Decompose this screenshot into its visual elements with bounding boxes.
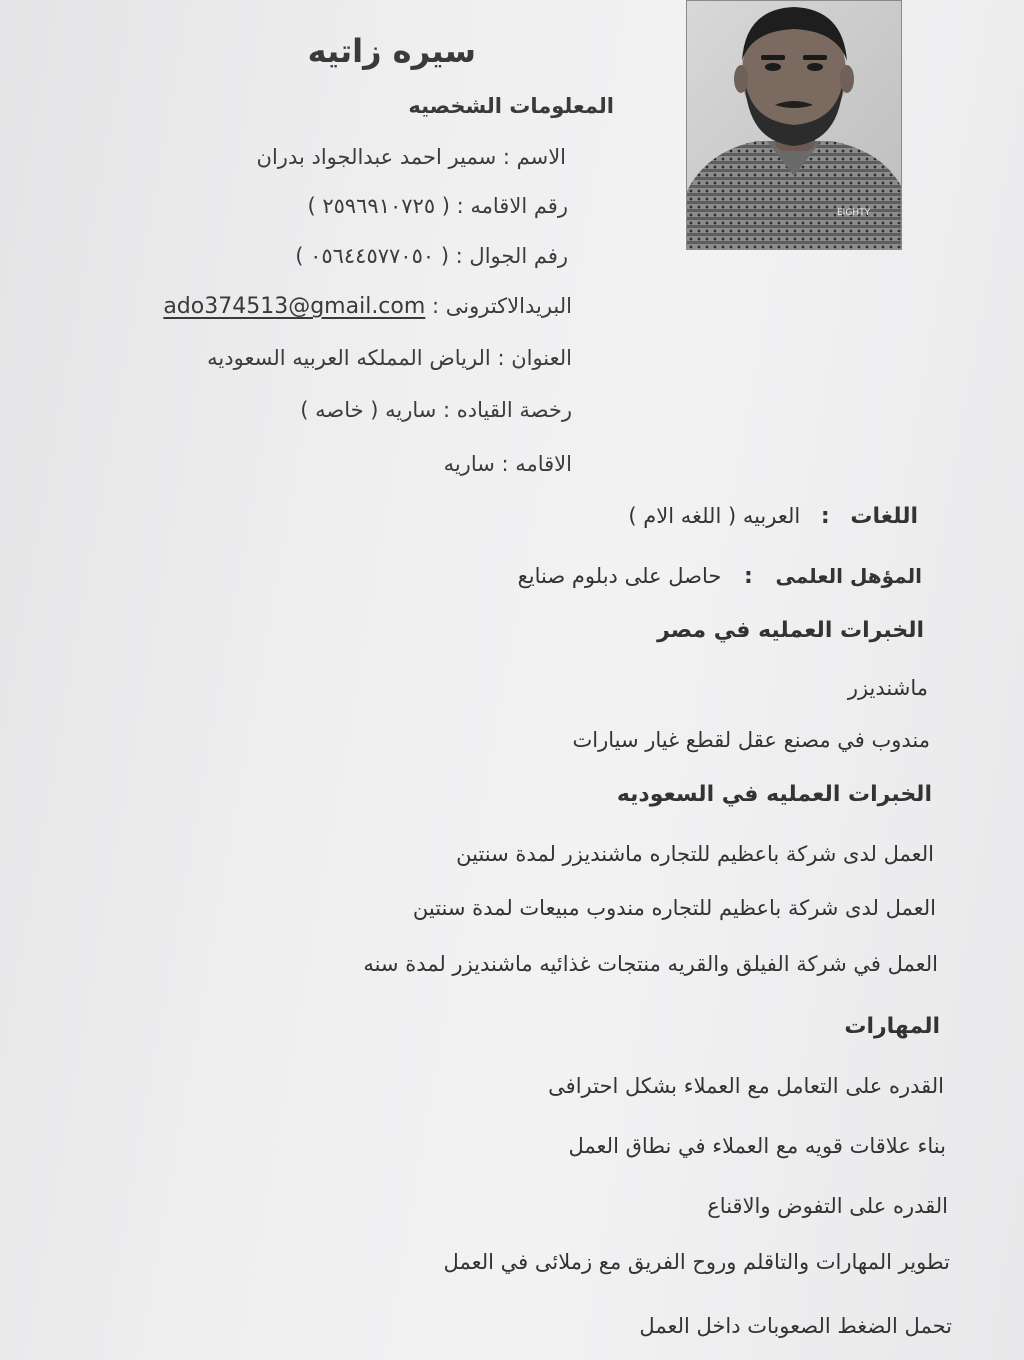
experience-saudi-item: العمل في شركة الفيلق والقريه منتجات غذائيه ماشنديزر لمدة سنه: [363, 952, 938, 976]
cv-title: سيره زاتيه: [307, 32, 476, 70]
experience-saudi-item: العمل لدى شركة باعظيم للتجاره ماشنديزر لمدة سنتين: [456, 842, 934, 866]
skills-item: تحمل الضغط الصعوبات داخل العمل: [639, 1314, 952, 1338]
skills-heading: المهارات: [844, 1014, 940, 1039]
languages-separator: :: [820, 504, 830, 529]
experience-saudi-item: العمل لدى شركة باعظيم للتجاره مندوب مبيعات لمدة سنتين: [412, 896, 936, 920]
email-label: البريدالاكترونى :: [432, 294, 572, 318]
residence-status-line: الاقامه : ساريه: [443, 452, 572, 476]
residence-number-line: رقم الاقامه : ( ٢٥٩٦٩١٠٧٢٥ ): [307, 194, 568, 218]
skills-item: بناء علاقات قويه مع العملاء في نطاق العمل: [568, 1134, 946, 1158]
experience-egypt-heading: الخبرات العمليه في مصر: [657, 618, 924, 643]
qualification-label: المؤهل العلمى: [775, 564, 922, 588]
email-line: [163, 294, 572, 319]
qualification-separator: :: [744, 564, 753, 589]
languages-label: اللغات: [850, 504, 918, 529]
name-line: الاسم : سمير احمد عبدالجواد بدران: [256, 145, 566, 169]
mobile-line: رفم الجوال : ( ٠٥٦٤٤٥٧٧٠٥٠ ): [295, 244, 568, 268]
languages-line: [628, 504, 918, 529]
skills-item: القدره على التفوض والاقناع: [707, 1194, 948, 1218]
qualification-value: حاصل على دبلوم صنايع: [517, 564, 722, 588]
skills-item: القدره على التعامل مع العملاء بشكل احترافى: [548, 1074, 944, 1098]
address-line: العنوان : الرياض المملكه العربيه السعوديه: [207, 346, 572, 370]
experience-egypt-item: ماشنديزر: [847, 676, 928, 700]
email-link[interactable]: ado374513@gmail.com: [163, 294, 426, 319]
skills-item: تطوير المهارات والتاقلم وروح الفريق مع زملائى في العمل: [443, 1250, 950, 1274]
languages-value: العربيه ( اللغه الام ): [628, 504, 801, 528]
profile-photo: [686, 0, 902, 250]
qualification-line: [518, 564, 922, 589]
experience-egypt-item: مندوب في مصنع عقل لقطع غيار سيارات: [572, 728, 930, 752]
person-portrait-icon: [687, 1, 901, 249]
driving-license-line: رخصة القياده : ساريه ( خاصه ): [300, 398, 572, 422]
shirt-text: EIGHTY: [837, 208, 871, 218]
personal-info-heading: المعلومات الشخصيه: [408, 94, 614, 118]
experience-saudi-heading: الخبرات العمليه في السعوديه: [616, 782, 932, 807]
